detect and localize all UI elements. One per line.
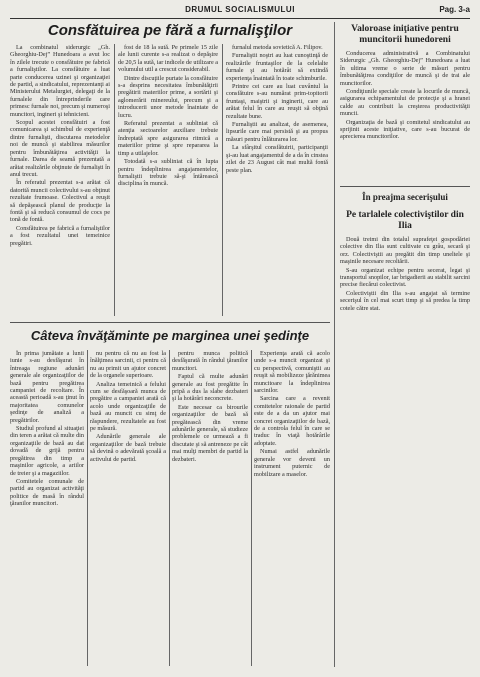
column-divider — [87, 350, 88, 666]
newspaper-name: DRUMUL SOCIALISMULUI — [185, 5, 295, 14]
paragraph: Comitetele comunale de partid au organizat activităţi politice de masă în rândul ţăranilor muncitori. — [10, 477, 84, 508]
paragraph: În prima jumătate a lunii iunie s-au desfăşurat în întreaga regiune adunări generale ale organizaţiilor de bază pentru pregătirea campaniei de recoltare. În această perioadă s-au ţinut în majoritatea comunelor şedinţe de analiză a pregătirilor. — [10, 350, 84, 424]
column-divider — [114, 44, 115, 316]
paragraph: Furnaliştii au analizat, de asemenea, lipsurile care mai persistă şi au propus măsuri pentru înlăturarea lor. — [226, 121, 328, 143]
article2-column-1 — [10, 350, 84, 666]
paragraph: Faptul că multe adunări generale au fost pregătite în pripă a dus la slabe dezbateri şi la hotărâri neconcrete. — [172, 373, 248, 403]
paragraph: furnalul metoda sovietică A. Filipov. — [232, 44, 323, 51]
article1-column-2 — [118, 44, 218, 318]
paragraph: nu pentru că nu au fost la înălţimea sarcinii, ci pentru că nu au primit un ajutor concret de la organele superioare. — [90, 350, 166, 380]
paragraph: Furnaliştii noştri au luat cunoştinţă de realizările fruntaşilor de la celelalte furnale şi au hotărât să extindă experienţa înaintată în toate schimburile. — [226, 52, 328, 82]
paragraph: Adunările generale ale organizaţiilor de bază trebuie să devină o adevărată şcoală a activului de partid. — [90, 433, 166, 463]
article1-column-3 — [226, 44, 328, 318]
paragraph: fost de 18 la sută. Pe primele 15 zile ale lunii curente s-a realizat o depăşire de 20,5 la sută, iar indicele de utilizare a volumului util a crescut considerabil. — [118, 44, 218, 74]
article1-column-1 — [10, 44, 110, 318]
article2-headline: Câteva învăţăminte pe marginea unei şedinţe — [30, 328, 310, 343]
paragraph: Sarcina care a revenit comitetelor raionale de partid este de a da un ajutor mai concret organizaţiilor de bază, de a controla felul în care se traduc în viaţă hotărârile adoptate. — [254, 395, 330, 447]
article2-column-2 — [90, 350, 166, 666]
page-number: Pag. 3-a — [439, 5, 470, 14]
sidebar-column-2 — [340, 236, 470, 666]
paragraph: Condiţiunile speciale create la locurile de muncă, asigurarea echipamentului de protecţie şi a hranei calde au contribuit la creşterea productivităţii muncii. — [340, 88, 470, 118]
paragraph: Experienţa arată că acolo unde s-a muncit organizat şi cu perspectivă, comuniştii au reuşit să mobilizeze ţărănimea muncitoare la îndeplinirea sarcinilor. — [254, 350, 330, 395]
paragraph: Organizaţia de bază şi comitetul sindicatului au sprijinit aceste iniţiative, care s-au bucurat de aprecierea muncitorilor. — [340, 118, 470, 141]
paragraph: Referatul prezentat a subliniat că atenţia sectoarelor auxiliare trebuie îndreptată spre asigurarea ritmică a materiilor prime şi spre repararea la timp a utilajelor. — [118, 120, 218, 157]
paragraph: Dintre discuţiile purtate la consfătuire s-a desprins necesitatea îmbunătăţirii pregătirii materiilor prime, a sortării şi aglomerării minereului, precum şi a introducerii unor metode înaintate de lucru. — [118, 74, 218, 119]
paragraph: Colectiviştii din Ilia s-au angajat să termine secerişul în cel mai scurt timp şi să predea la timp cotele către stat. — [340, 289, 470, 312]
paragraph: În referatul prezentat s-a arătat că datorită muncii colectivului s-au obţinut rezultate frumoase. Colectivul a reuşit să depăşească planul de producţie la fontă şi să reducă consumul de cocs pe tonă de fontă. — [10, 179, 110, 224]
masthead — [10, 4, 470, 19]
section-divider — [340, 186, 470, 187]
sidebar-headline-3: Pe tarlalele colectiviştilor din Ilia — [346, 210, 464, 231]
article-divider — [10, 322, 330, 323]
column-divider — [251, 350, 252, 666]
paragraph: Printre cei care au luat cuvântul la consfătuire s-au numărat prim-topitorii fruntaşi, maiştrii şi inginerii, care au arătat felul în care au reuşit să obţină rezultate bune. — [226, 83, 328, 120]
paragraph: Scopul acestei consfătuiri a fost comunicarea şi schimbul de experienţă dintre furnalişti, discutarea metodelor noi de muncă şi stabilirea măsurilor pentru îmbunătăţirea activităţii la furnale. Darea de seamă prezentată a arătat realizările obţinute de furnalişti în anul trecut. — [10, 119, 110, 178]
paragraph: Analiza temeinică a felului cum se desfăşoară munca de pregătire a campaniei arată că acolo unde organizaţiile de bază au muncit cu simţ de răspundere, rezultatele au fost pe măsură. — [90, 380, 166, 433]
paragraph: Numai astfel adunările generale vor deveni un instrument puternic de mobilizare a maselor. — [254, 448, 330, 478]
sidebar-column-1 — [340, 50, 470, 180]
column-divider — [222, 44, 223, 316]
paragraph: La combinatul siderurgic „Gh. Gheorghiu-Dej” Hunedoara a avut loc în zilele trecute o consfătuire pe fabrică a furnaliştilor. La consfătuire a luat parte conducerea uzinei şi organizaţiei de partid, a sindicatului, reprezentanţi ai Ministerului Metalurgiei, delegaţi de la furnalele din întreprinderile care primesc furnale noi, precum şi numeroşi muncitori, ingineri şi tehnicieni. — [10, 44, 110, 118]
sidebar-divider — [334, 22, 335, 667]
article2-column-4 — [254, 350, 330, 666]
article1-headline: Consfătuirea pe fără a furnalişţilor — [47, 22, 293, 39]
paragraph: Consfătuirea pe fabrică a furnaliştilor a fost rezultatul unei temeinice pregătiri. — [10, 224, 110, 247]
sidebar-headline-2: În preajma secerişului — [362, 192, 448, 202]
paragraph: S-au organizat echipe pentru secerat, legat şi transportul snopilor, iar brigadierii au stabilit sarcini precise fiecărui colectivist. — [340, 266, 470, 289]
paragraph: Studiul profund al situaţiei din teren a arătat că multe din organizaţiile de bază au dat dovadă de grijă pentru pregătirea din timp a maşinilor agricole, a ariilor de treier şi a magaziilor. — [10, 425, 84, 477]
paragraph: La sfârşitul consfătuirii, participanţii şi-au luat angajamentul de a da în cinstea zilei de 23 August cât mai multă fontă peste plan. — [226, 144, 328, 174]
paragraph: Este necesar ca birourile organizaţiilor de bază să pregătească din vreme adunările generale, să studieze problemele ce urmează a fi discutate şi să antreneze pe cât mai mulţi membri de partid la dezbateri. — [172, 403, 248, 463]
article2-column-3 — [172, 350, 248, 666]
column-divider — [169, 350, 170, 666]
paragraph: Conducerea administrativă a Combinatului Siderurgic „Gh. Gheorghiu-Dej” Hunedoara a luat în ultima vreme o serie de măsuri pentru îmbunătăţirea condiţiilor de muncă şi de trai ale muncitorilor. — [340, 50, 470, 87]
paragraph: Două treimi din totalul suprafeţei gospodăriei colective din Ilia sunt cultivate cu grâu, secară şi orz. Colectiviştii au pregătit din timp uneltele şi maşinile necesare recoltării. — [340, 236, 470, 266]
paragraph: pentru munca politică desfăşurată în rândul ţăranilor muncitori. — [172, 350, 248, 372]
sidebar-headline-1: Valoroase iniţiative pentru muncitorii hunedoreni — [351, 24, 459, 45]
paragraph: Totodată s-a subliniat că în lupta pentru îndeplinirea angajamentelor, furnaliştii trebuie să-şi întărească disciplina în muncă. — [118, 158, 218, 188]
